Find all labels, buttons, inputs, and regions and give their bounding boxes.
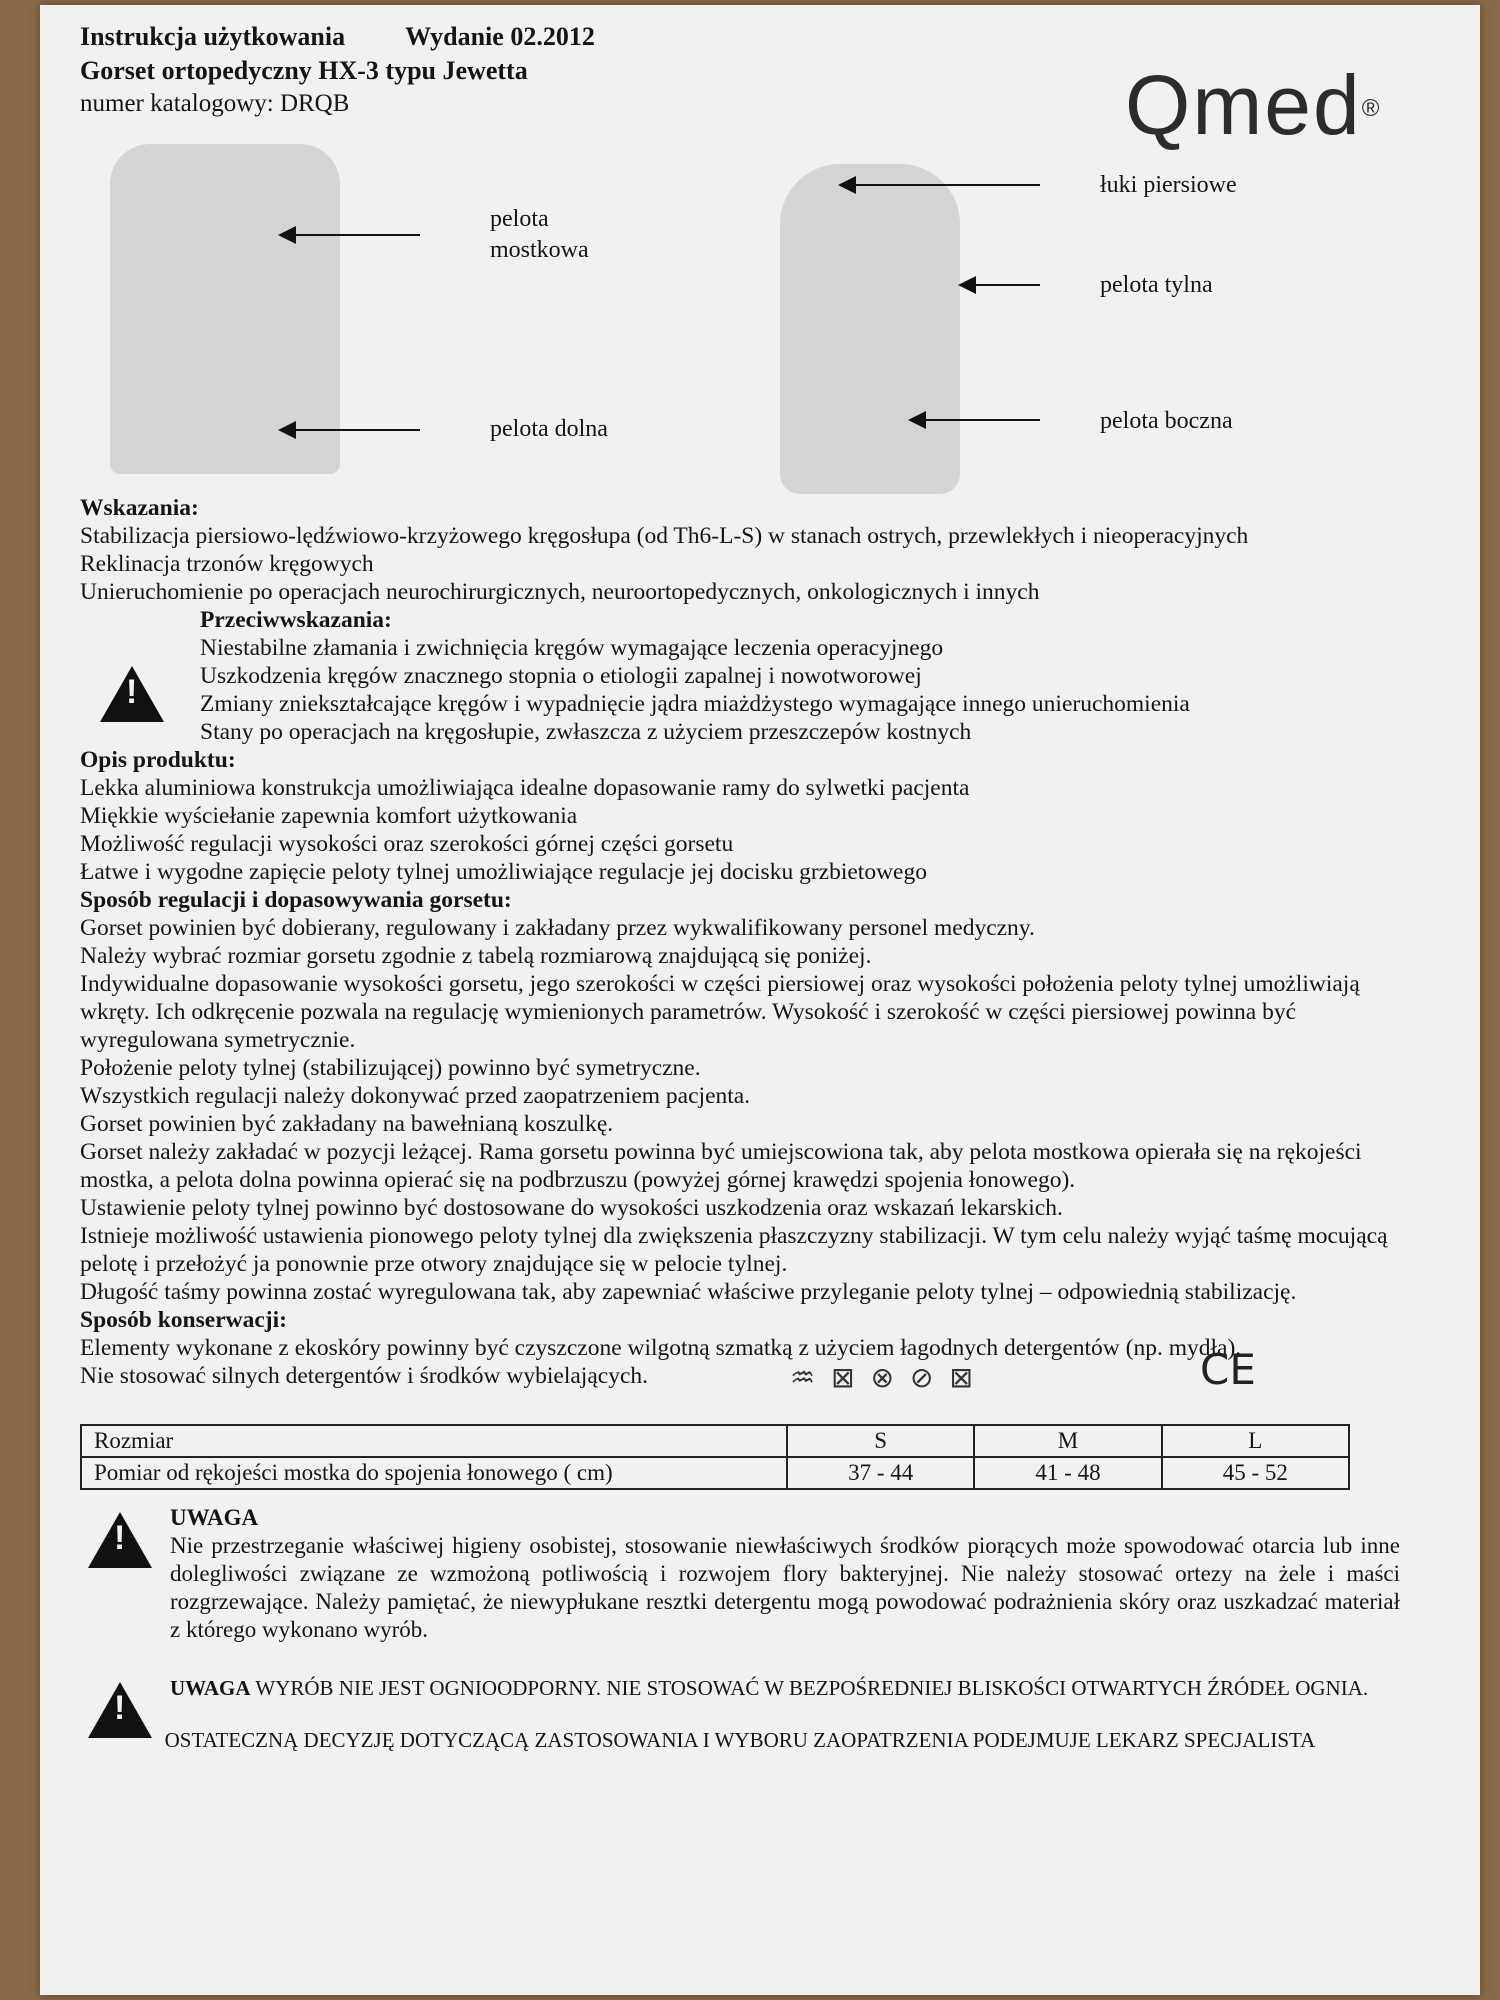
hygiene-warning: [80, 1504, 1400, 1644]
adjustment-line: Indywidualne dopasowanie wysokości gorsetu, jego szerokości w części piersiowej oraz wysokości położenia peloty tylnej umożliwiają wkręty. Ich odkręcenie pozwala na regulację wymienionych parametrów. Wysokość i szerokość w części piersiowej powinna być wyregulowana symetrycznie.: [80, 971, 1360, 1053]
header-title: Instrukcja użytkowania: [80, 22, 346, 51]
contraindications-heading: Przeciwwskazania:: [200, 607, 392, 633]
size-header-cell: L: [1162, 1425, 1349, 1457]
size-header-cell: Rozmiar: [81, 1425, 787, 1457]
size-cell: Pomiar od rękojeści mostka do spojenia łonowego ( cm): [81, 1457, 787, 1489]
callout-side-pad: pelota boczna: [1100, 408, 1233, 434]
warning-text: Nie przestrzeganie właściwej higieny osobistej, stosowanie niewłaściwych środków piorących może spowodować otarcia lub inne dolegliwości związane ze wzmożoną potliwością i rozwojem flory bakteryjnej. Nie należy stosować ortezy na żele i maści rozgrzewające. Należy pamiętać, że niewypłukane resztki detergentu mogą powodować podrażnienia skóry oraz uszkadzać materiał z którego wykonano wyrób.: [170, 1533, 1400, 1642]
contraindication-line: Stany po operacjach na kręgosłupie, zwłaszcza z użyciem przeszczepów kostnych: [200, 719, 972, 745]
header-title-line: [80, 20, 1400, 54]
arrow-side-pad: [910, 419, 1040, 421]
description-line: Lekka aluminiowa konstrukcja umożliwiająca idealne dopasowanie ramy do sylwetki pacjenta: [80, 775, 970, 801]
description-line: Możliwość regulacji wysokości oraz szerokości górnej części gorsetu: [80, 831, 734, 857]
no-bleach-icon: ⊠: [831, 1361, 871, 1394]
hand-wash-icon: ♒: [790, 1361, 832, 1394]
instruction-body: [80, 494, 1400, 1394]
size-cell: 41 - 48: [974, 1457, 1161, 1489]
size-table-header: [81, 1425, 1349, 1457]
care-section: [80, 1306, 1400, 1394]
adjustment-line: Gorset powinien być dobierany, regulowany i zakładany przez wykwalifikowany personel medyczny.: [80, 915, 1035, 941]
care-line: Elementy wykonane z ekoskóry powinny być czyszczone wilgotną szmatką z użyciem łagodnych detergentów (np. mydła).: [80, 1335, 1242, 1361]
no-iron-icon: ⊗: [870, 1361, 911, 1394]
care-symbols: [790, 1361, 989, 1394]
adjustment-line: Istnieje możliwość ustawienia pionowego peloty tylnej dla zwiększenia płaszczyzny stabilizacji. W tym celu należy wyjąć taśmę mocującą pelotę i przełożyć ja ponownie prze otwory znajdujące się w pelocie tylnej.: [80, 1223, 1388, 1277]
arrow-lower-pad: [280, 429, 420, 431]
indication-line: Unieruchomienie po operacjach neurochirurgicznych, neuroortopedycznych, onkologicznych i innych: [80, 579, 1040, 605]
fire-warning: [80, 1674, 1400, 1702]
size-table-row: [81, 1457, 1349, 1489]
callout-thoracic-arches: łuki piersiowe: [1100, 172, 1237, 198]
size-header-cell: S: [787, 1425, 974, 1457]
arrow-back-pad: [960, 284, 1040, 286]
warning-triangle-icon: [88, 1512, 152, 1568]
warning-heading: UWAGA: [170, 1676, 251, 1700]
contraindication-line: Uszkodzenia kręgów znacznego stopnia o etiologii zapalnej i nowotworowej: [200, 663, 922, 689]
registered-mark: ®: [1361, 95, 1382, 122]
indication-line: Stabilizacja piersiowo-lędźwiowo-krzyżowego kręgosłupa (od Th6-L-S) w stanach ostrych, przewlekłych i nieoperacyjnych: [80, 523, 1249, 549]
side-view-image: [780, 164, 960, 494]
adjustment-line: Ustawienie peloty tylnej powinno być dostosowane do wysokości uszkodzenia oraz wskazań lekarskich.: [80, 1195, 1063, 1221]
front-view-image: [110, 144, 340, 474]
contraindications-block: [80, 606, 1400, 746]
warning-triangle-icon: [100, 666, 164, 722]
arrow-thoracic-arches: [840, 184, 1040, 186]
no-tumble-dry-icon: ⊠: [949, 1361, 989, 1394]
catalog-number: numer katalogowy: DRQB: [80, 90, 350, 117]
adjustment-line: Gorset należy zakładać w pozycji leżącej. Rama gorsetu powinna być umiejscowiona tak, aby pelota mostkowa opierała się na rękojeści mostka, a pelota dolna powinna opierać się na podbrzuszu (powyżej górnej krawędzi spojenia łonowego).: [80, 1139, 1362, 1193]
adjustment-line: Wszystkich regulacji należy dokonywać przed zaopatrzeniem pacjenta.: [80, 1083, 751, 1109]
indication-line: Reklinacja trzonów kręgowych: [80, 551, 374, 577]
callout-back-pad: pelota tylna: [1100, 272, 1213, 298]
logo-text: Qmed: [1125, 58, 1362, 152]
callout-lower-pad: pelota dolna: [490, 416, 608, 442]
product-figures: [80, 124, 1400, 494]
size-table: [80, 1424, 1350, 1490]
care-heading: Sposób konserwacji:: [80, 1307, 287, 1333]
description-line: Łatwe i wygodne zapięcie peloty tylnej umożliwiające regulacje jej docisku grzbietowego: [80, 859, 927, 885]
description-heading: Opis produktu:: [80, 747, 236, 773]
ce-mark: CE: [1200, 1345, 1256, 1394]
indications-heading: Wskazania:: [80, 495, 199, 521]
description-line: Miękkie wyściełanie zapewnia komfort użytkowania: [80, 803, 578, 829]
contraindication-line: Niestabilne złamania i zwichnięcia kręgów wymagające leczenia operacyjnego: [200, 635, 944, 661]
callout-sternal-pad: pelota mostkowa: [490, 206, 589, 263]
instruction-page: [80, 20, 1400, 1753]
size-cell: 45 - 52: [1162, 1457, 1349, 1489]
size-cell: 37 - 44: [787, 1457, 974, 1489]
arrow-sternal-pad: [280, 234, 420, 236]
care-line: Nie stosować silnych detergentów i środków wybielających.: [80, 1363, 648, 1389]
adjustment-line: Należy wybrać rozmiar gorsetu zgodnie z tabelą rozmiarową znajdującą się poniżej.: [80, 943, 872, 969]
fire-warning-text: [170, 1674, 1400, 1702]
header-edition: Wydanie 02.2012: [405, 22, 595, 51]
product-name: Gorset ortopedyczny HX-3 typu Jewetta: [80, 56, 528, 85]
adjustment-line: Długość taśmy powinna zostać wyregulowana tak, aby zapewniać właściwe przyleganie peloty tylnej – odpowiednią stabilizację.: [80, 1279, 1297, 1305]
warning-text: WYRÓB NIE JEST OGNIOODPORNY. NIE STOSOWAĆ W BEZPOŚREDNIEJ BLISKOŚCI OTWARTYCH ŹRÓDEŁ OGNIA.: [255, 1676, 1369, 1700]
size-header-cell: M: [974, 1425, 1161, 1457]
contraindication-line: Zmiany zniekształcające kręgów i wypadnięcie jądra miażdżystego wymagające innego unieruchomienia: [200, 691, 1190, 717]
adjustment-line: Gorset powinien być zakładany na bawełnianą koszulkę.: [80, 1111, 614, 1137]
adjustment-line: Położenie peloty tylnej (stabilizującej) powinno być symetryczne.: [80, 1055, 701, 1081]
adjustment-heading: Sposób regulacji i dopasowywania gorsetu:: [80, 887, 512, 913]
final-note: OSTATECZNĄ DECYZJĘ DOTYCZĄCĄ ZASTOSOWANIA I WYBORU ZAOPATRZENIA PODEJMUJE LEKARZ SPECJALISTA: [164, 1728, 1316, 1752]
warning-triangle-icon: [88, 1682, 152, 1738]
no-dry-clean-icon: ⊘: [910, 1361, 950, 1394]
warning-heading: UWAGA: [170, 1505, 259, 1530]
